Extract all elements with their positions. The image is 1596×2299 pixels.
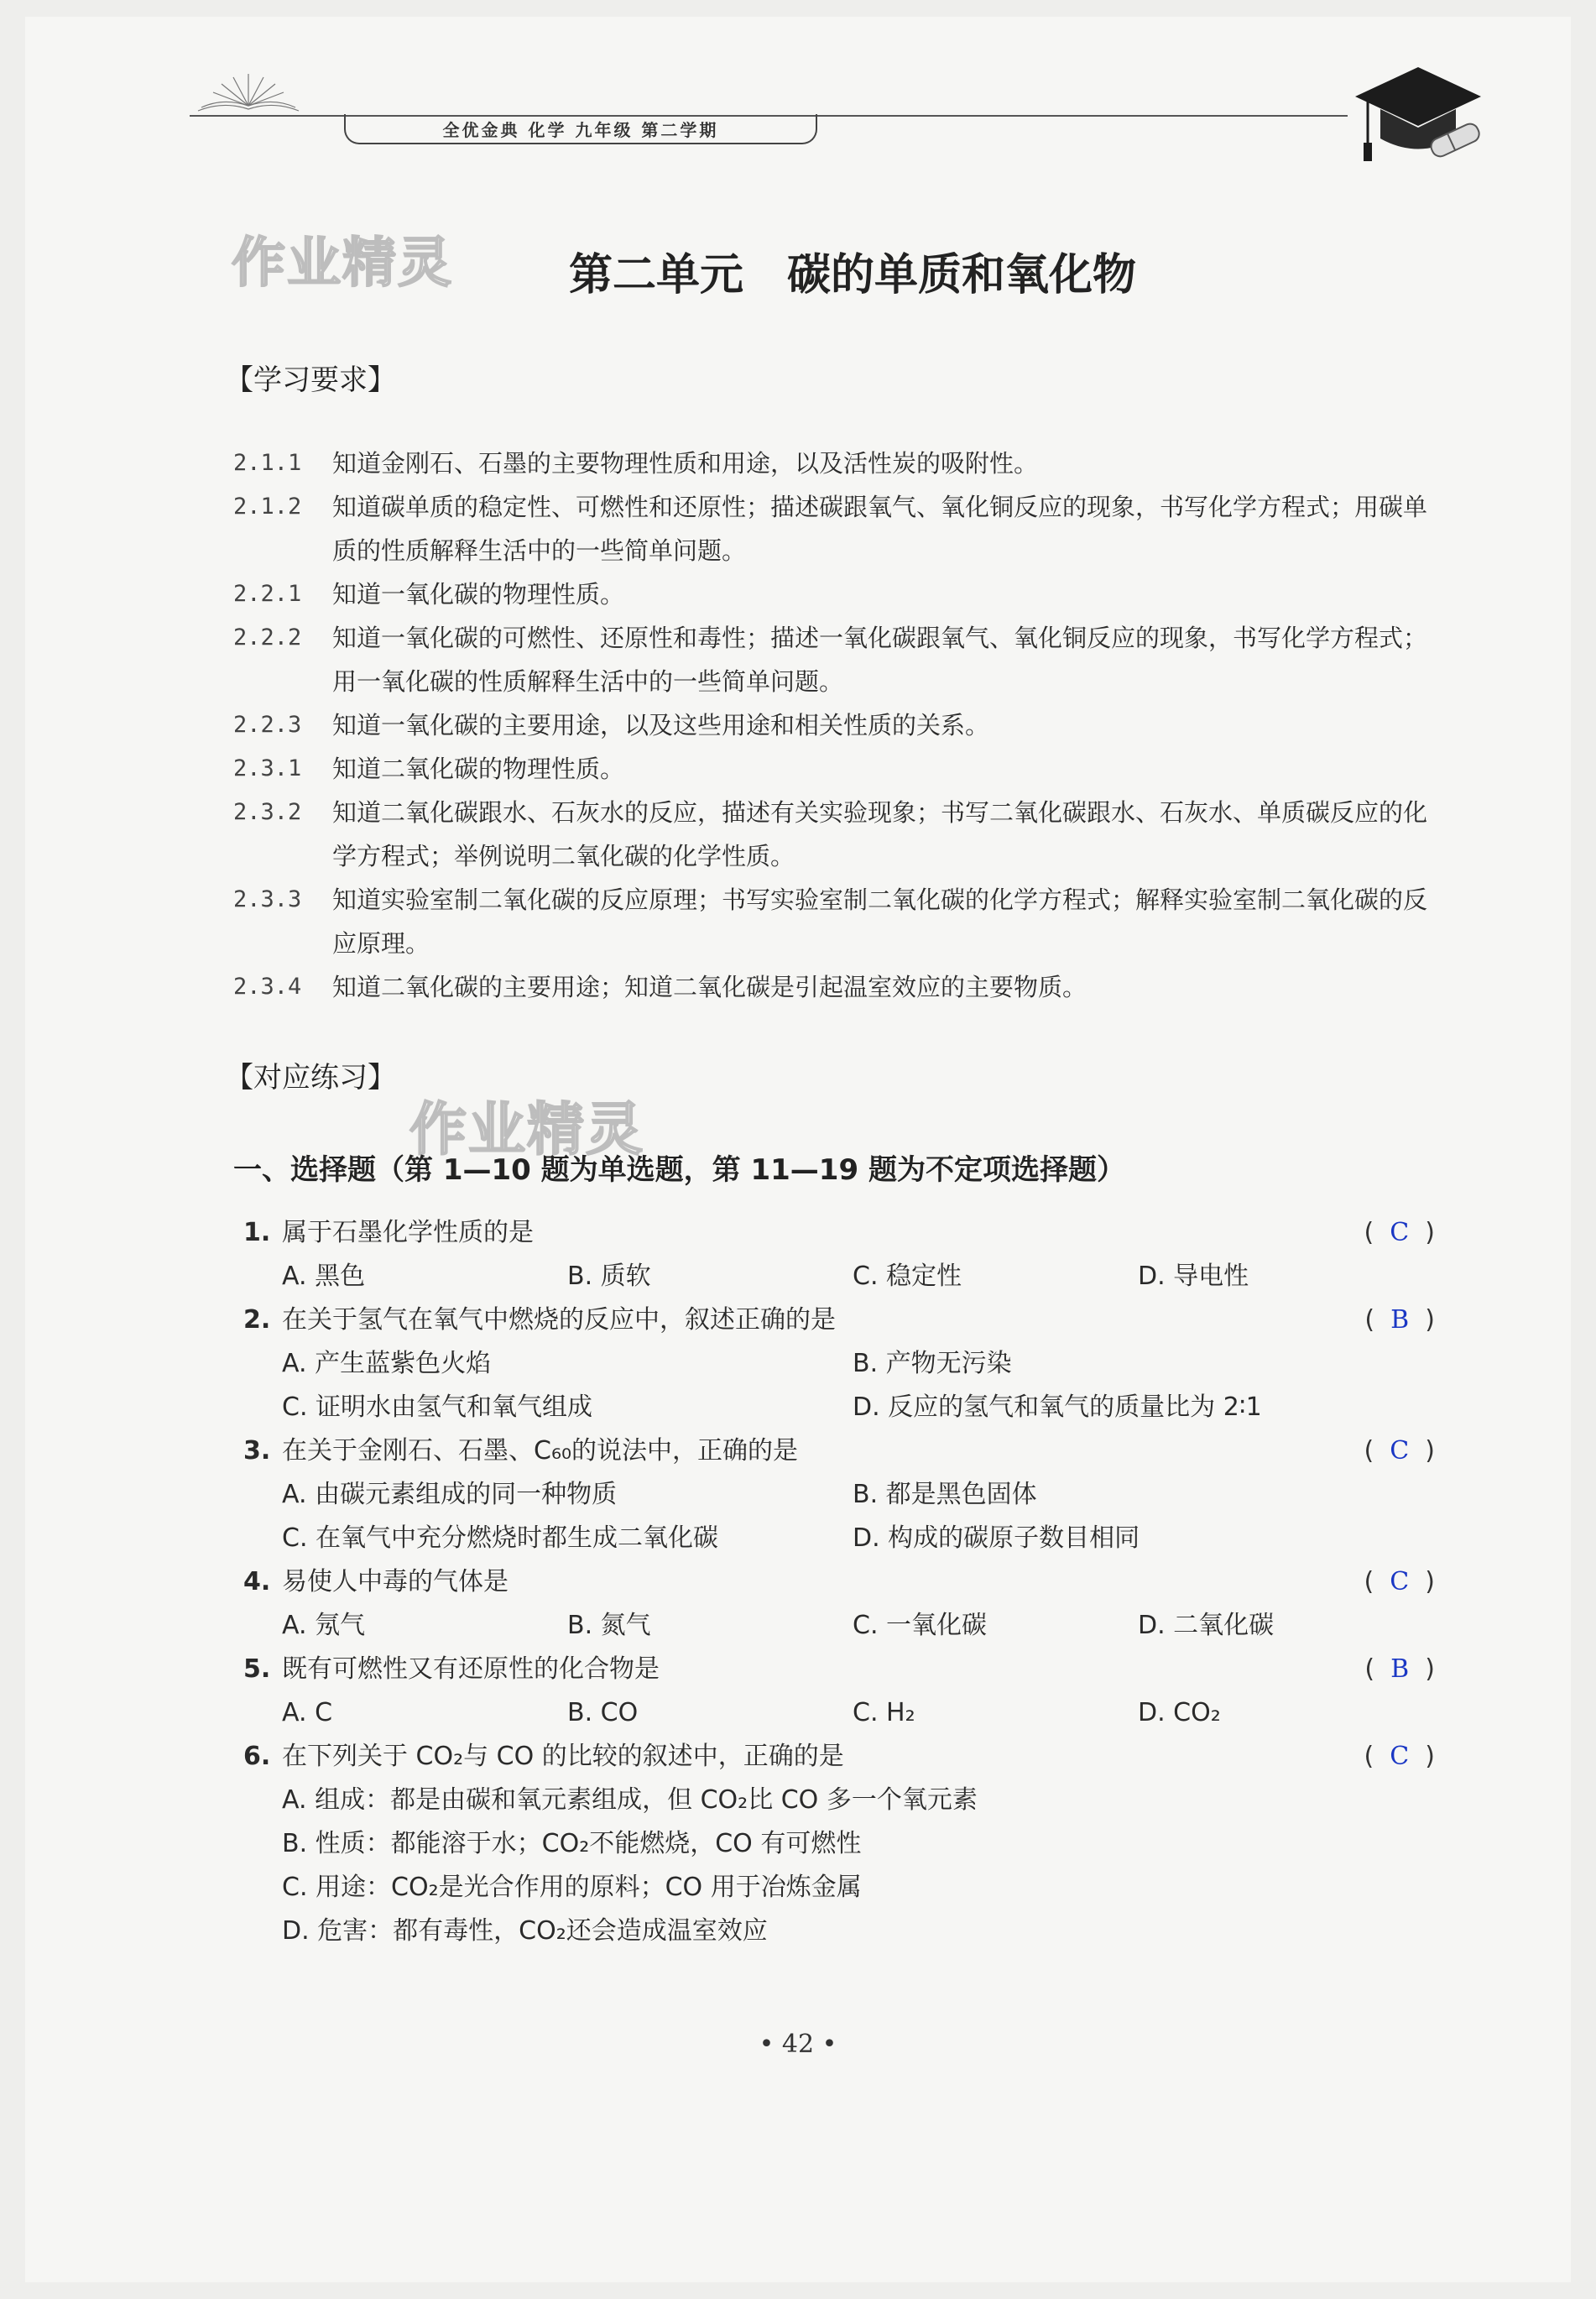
item-number: 2.1.2	[233, 494, 302, 520]
answer-letter: B	[1390, 1654, 1410, 1684]
item-number: 2.3.1	[233, 755, 302, 781]
question-stem: 在关于金刚石、石墨、C₆₀的说法中，正确的是	[282, 1436, 798, 1466]
option: B. 性质：都能溶于水；CO₂不能燃烧，CO 有可燃性	[282, 1829, 862, 1858]
question-stem: 在下列关于 CO₂与 CO 的比较的叙述中，正确的是	[282, 1742, 844, 1771]
item-number: 2.1.1	[233, 450, 302, 476]
list-item	[233, 485, 1442, 572]
answer-bracket: ( B )	[1364, 1654, 1435, 1684]
question	[243, 1298, 1435, 1429]
option: B. CO	[567, 1698, 639, 1727]
answer-bracket: ( C )	[1364, 1436, 1435, 1466]
graduation-cap-icon	[1351, 59, 1485, 168]
option: D. CO₂	[1138, 1698, 1221, 1727]
item-text: 知道实验室制二氧化碳的反应原理；书写实验室制二氧化碳的化学方程式；解释实验室制二氧化碳的反应原理。	[332, 886, 1428, 958]
option: D. 构成的碳原子数目相同	[853, 1523, 1140, 1553]
option: B. 产物无污染	[853, 1349, 1012, 1378]
item-number: 2.2.1	[233, 581, 302, 607]
list-item	[233, 572, 1442, 616]
list-item	[233, 747, 1442, 791]
option: A. 组成：都是由碳和氧元素组成，但 CO₂比 CO 多一个氧元素	[282, 1785, 978, 1815]
answer-letter: C	[1390, 1436, 1410, 1466]
list-item	[233, 878, 1442, 965]
page-number: • 42 •	[759, 2030, 837, 2059]
item-text: 知道碳单质的稳定性、可燃性和还原性；描述碳跟氧气、氧化铜反应的现象，书写化学方程式；用碳单质的性质解释生活中的一些简单问题。	[332, 493, 1428, 565]
option: A. 氖气	[282, 1611, 366, 1640]
item-number: 2.3.4	[233, 974, 302, 1000]
option: C. 用途：CO₂是光合作用的原料；CO 用于冶炼金属	[282, 1873, 862, 1902]
option: B. 都是黑色固体	[853, 1480, 1037, 1509]
question-stem: 在关于氢气在氧气中燃烧的反应中，叙述正确的是	[282, 1305, 836, 1335]
option: B. 质软	[567, 1262, 651, 1291]
item-text: 知道一氧化碳的可燃性、还原性和毒性；描述一氧化碳跟氧气、氧化铜反应的现象，书写化学方程式；用一氧化碳的性质解释生活中的一些简单问题。	[332, 624, 1428, 696]
unit-title: 第二单元 碳的单质和氧化物	[568, 249, 1136, 300]
question-number: 3.	[243, 1436, 271, 1466]
option: C. H₂	[853, 1698, 915, 1727]
question-number: 1.	[243, 1218, 271, 1247]
book-title-header: 全优金典 化学 九年级 第二学期	[344, 114, 817, 144]
answer-bracket: ( C )	[1364, 1567, 1435, 1596]
section-heading: 一、选择题（第 1—10 题为单选题，第 11—19 题为不定项选择题）	[233, 1153, 1125, 1187]
item-text: 知道一氧化碳的主要用途，以及这些用途和相关性质的关系。	[332, 711, 990, 739]
question	[243, 1648, 1435, 1735]
option: C. 在氧气中充分燃烧时都生成二氧化碳	[282, 1523, 719, 1553]
question-stem: 属于石墨化学性质的是	[282, 1218, 534, 1247]
watermark: 作业精灵	[409, 1097, 645, 1163]
question-list	[243, 1211, 1435, 1953]
option: C. 稳定性	[853, 1262, 962, 1291]
item-number: 2.2.3	[233, 712, 302, 738]
item-text: 知道二氧化碳的主要用途；知道二氧化碳是引起温室效应的主要物质。	[332, 973, 1087, 1001]
option: A. C	[282, 1698, 333, 1727]
option: A. 由碳元素组成的同一种物质	[282, 1480, 618, 1509]
item-number: 2.3.3	[233, 886, 302, 912]
learning-heading: 【学习要求】	[225, 363, 396, 397]
answer-letter: B	[1390, 1305, 1410, 1335]
question-number: 4.	[243, 1567, 271, 1596]
item-text: 知道二氧化碳跟水、石灰水的反应，描述有关实验现象；书写二氧化碳跟水、石灰水、单质碳反应的化学方程式；举例说明二氧化碳的化学性质。	[332, 798, 1428, 870]
option: D. 导电性	[1138, 1262, 1249, 1291]
answer-bracket: ( B )	[1364, 1305, 1435, 1335]
item-number: 2.3.2	[233, 799, 302, 825]
item-text: 知道金刚石、石墨的主要物理性质和用途，以及活性炭的吸附性。	[332, 449, 1039, 478]
list-item	[233, 442, 1442, 485]
question	[243, 1429, 1435, 1560]
answer-letter: C	[1390, 1742, 1410, 1771]
question-number: 5.	[243, 1654, 271, 1684]
open-book-ornament-icon	[190, 67, 307, 118]
list-item	[233, 791, 1442, 878]
practice-heading: 【对应练习】	[225, 1061, 396, 1095]
answer-bracket: ( C )	[1364, 1742, 1435, 1771]
option: D. 二氧化碳	[1138, 1611, 1275, 1640]
watermark: 作业精灵	[232, 233, 453, 295]
item-number: 2.2.2	[233, 624, 302, 651]
list-item	[233, 616, 1442, 703]
question	[243, 1211, 1435, 1298]
answer-bracket: ( C )	[1364, 1218, 1435, 1247]
item-text: 知道一氧化碳的物理性质。	[332, 580, 625, 609]
option: A. 黑色	[282, 1262, 366, 1291]
question-number: 2.	[243, 1305, 271, 1335]
option: A. 产生蓝紫色火焰	[282, 1349, 492, 1378]
option: C. 一氧化碳	[853, 1611, 988, 1640]
question-stem: 既有可燃性又有还原性的化合物是	[282, 1654, 660, 1684]
option: C. 证明水由氢气和氧气组成	[282, 1392, 593, 1422]
list-item	[233, 703, 1442, 747]
question	[243, 1735, 1435, 1953]
option: D. 反应的氢气和氧气的质量比为 2∶1	[853, 1392, 1262, 1422]
question-stem: 易使人中毒的气体是	[282, 1567, 509, 1596]
answer-letter: C	[1390, 1218, 1410, 1247]
answer-letter: C	[1390, 1567, 1410, 1596]
question	[243, 1560, 1435, 1648]
learning-requirements-list	[233, 442, 1442, 1009]
option: D. 危害：都有毒性，CO₂还会造成温室效应	[282, 1916, 768, 1946]
question-number: 6.	[243, 1742, 271, 1771]
list-item	[233, 965, 1442, 1009]
item-text: 知道二氧化碳的物理性质。	[332, 755, 625, 783]
option: B. 氮气	[567, 1611, 651, 1640]
